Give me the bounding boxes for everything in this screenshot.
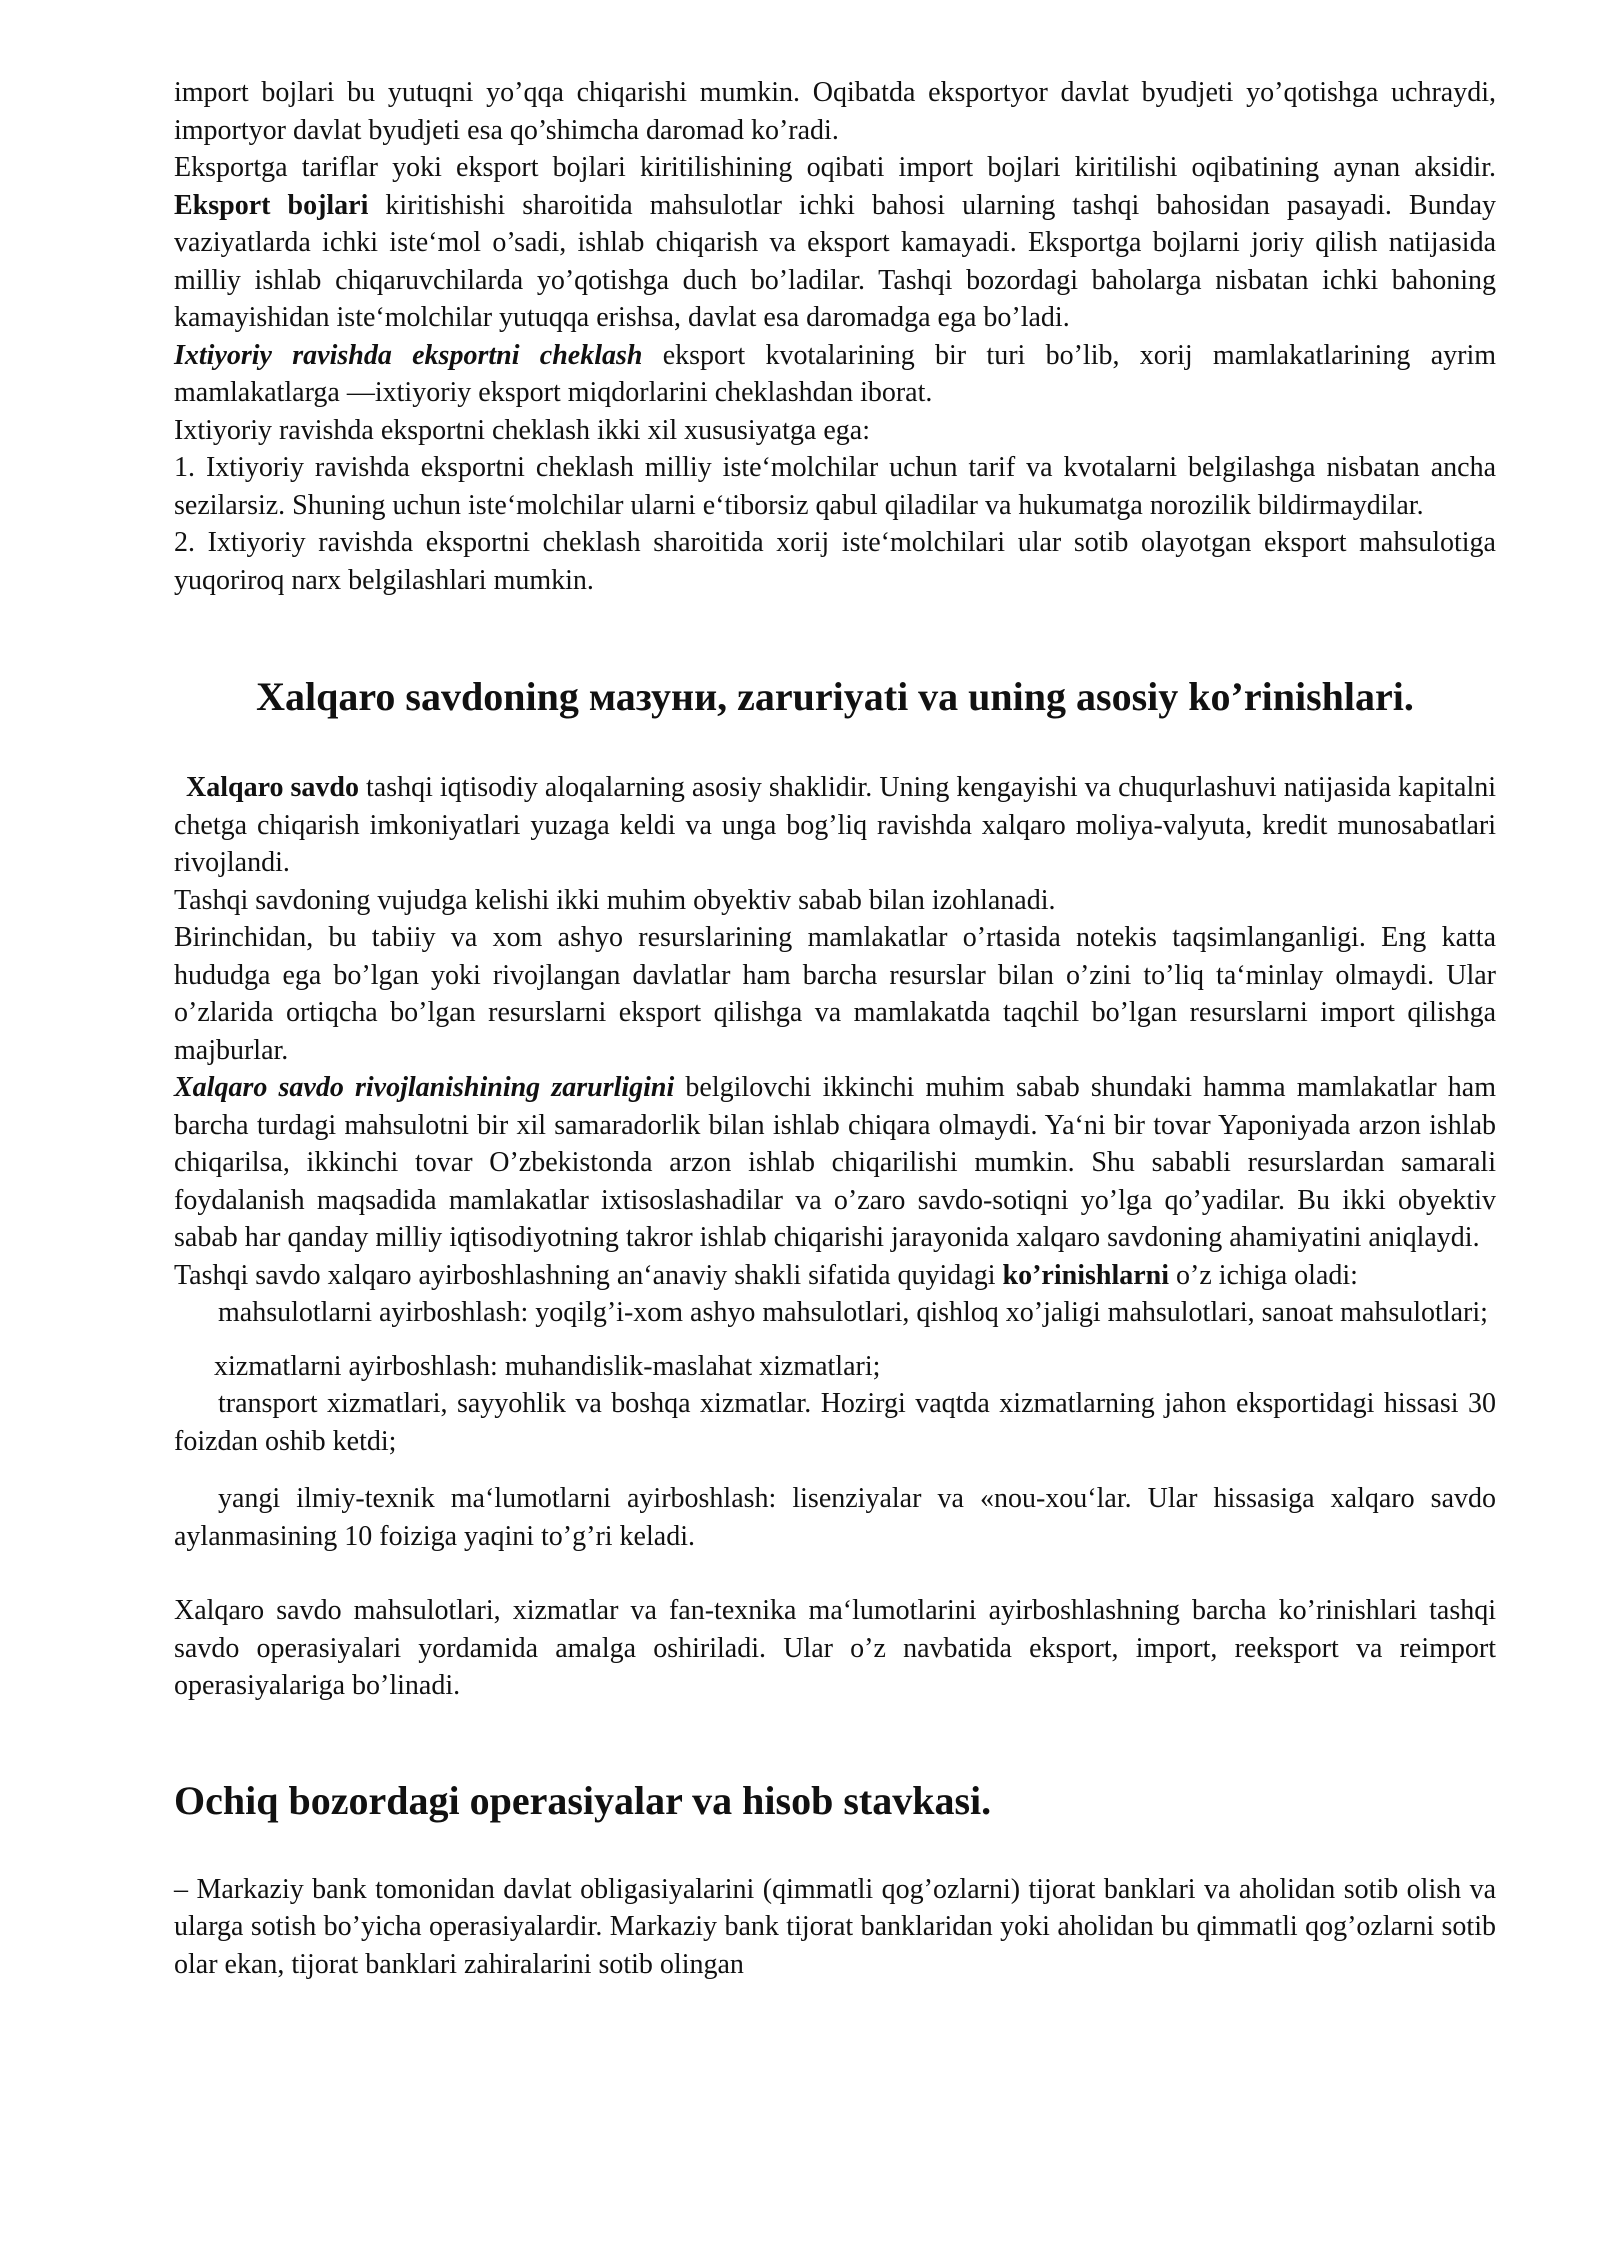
spacer [174,599,1496,671]
text-run: Tashqi savdo xalqaro ayirboshlashning an‘anaviy shakli sifatida quyidagi [174,1259,1003,1291]
term-forms: ko’rinishlarni [1002,1259,1169,1291]
paragraph-voluntary-export-restraint [174,337,1496,412]
text-run: belgilovchi ikkinchi muhim sabab shundaki hamma mamlakatlar ham barcha turdagi mahsulotni bir xil samaradorlik bilan ishlab chiqara olmaydi. Ya‘ni bir tovar Yaponiyada arzon ishlab chiqarilsa, ikkinchi tovar O’zbekistonda arzon ishlab chiqarilishi mumkin. Shu sababli resurslardan samarali foydalanish maqsadida mamlakatlar ixtisoslashadilar va o’zaro savdo-sotiqni yo’lga qo’yadilar. Bu ikki obyektiv sabab har qanday milliy iqtisodiyotning takror ishlab chiqarishi jarayonida xalqaro savdoning ahamiyatini aniqlaydi. [174,1072,1497,1253]
term-export-duties: Eksport bojlari [174,189,369,221]
text-run: eksport kvotalarining bir turi bo’lib, xorij mamlakatlarining ayrim mamlakatlarga —ixtiyoriy eksport miqdorlarini cheklashdan iborat. [174,339,1497,408]
spacer [174,1332,1496,1348]
paragraph-second-reason [174,1069,1496,1257]
paragraph-feature-1: 1. Ixtiyoriy ravishda eksportni cheklash milliy iste‘molchilar uchun tarif va kvotalarni belgilashga nisbatan ancha sezilarsiz. Shuning uchun iste‘molchilar ularni e‘tiborsiz qabul qiladilar va hukumatga norozilik bildirmaydilar. [174,452,1496,521]
term-trade-necessity: Xalqaro savdo rivojlanishining zarurligini [174,1072,675,1103]
spacer [174,723,1496,769]
paragraph-feature-2: 2. Ixtiyoriy ravishda eksportni cheklash sharoitida xorij iste‘molchilari ular sotib olayotgan eksport mahsulotiga yuqoriroq narx belgilashlari mumkin. [174,527,1496,596]
term-international-trade: Xalqaro savdo [186,772,359,803]
paragraph-first-reason: Birinchidan, bu tabiiy va xom ashyo resurslarining mamlakatlar o’rtasida notekis taqsimlanganligi. Eng katta hududga ega bo’lgan yoki rivojlangan davlatlar ham barcha resurslar bilan o’zini to’liq ta‘minlay olmaydi. Ular o’zlarida ortiqcha bo’lgan resurslarni eksport qilishga va mamlakatda taqchil bo’lgan resurslarni import qilishga majburlar. [174,922,1496,1066]
paragraph-two-features: Ixtiyoriy ravishda eksportni cheklash ikki xil xususiyatga ega: [174,414,870,446]
spacer [174,1827,1496,1871]
list-item-goods-exchange: mahsulotlarni ayirboshlash: yoqilg’i-xom ashyo mahsulotlari, qishloq xo’jaligi mahsulotlari, sanoat mahsulotlari; [218,1297,1488,1328]
spacer [174,1460,1496,1480]
paragraph-two-reasons: Tashqi savdoning vujudga kelishi ikki muhim obyektiv sabab bilan izohlanadi. [174,884,1056,916]
text-run: tashqi iqtisodiy aloqalarning asosiy shaklidir. Uning kengayishi va chuqurlashuvi natijasida kapitalni chetga chiqarish imkoniyatlari yuzaga keldi va unga bog’liq ravishda xalqaro moliya-valyuta, kredit munosabatlari rivojlandi. [174,772,1496,878]
paragraph-import-duties: import bojlari bu yutuqni yo’qqa chiqarishi mumkin. Oqibatda eksportyor davlat byudjeti yo’qotishga uchraydi, importyor davlat byudjeti esa qo’shimcha daromad ko’radi. [174,77,1496,146]
section-heading-open-market: Ochiq bozordagi operasiyalar va hisob stavkasi. [174,1777,992,1823]
paragraph-export-tariffs [174,149,1496,337]
document-page [174,74,1496,1983]
paragraph-trade-forms [174,1257,1496,1295]
term-voluntary-export-restraint: Ixtiyoriy ravishda eksportni cheklash [174,339,643,371]
text-run: Eksportga tariflar yoki eksport bojlari kiritilishining oqibati import bojlari kiritilishi oqibatining aynan aksidir. [174,152,1496,183]
list-item-services-exchange: xizmatlarni ayirboshlash: muhandislik-maslahat xizmatlari; [214,1350,881,1382]
list-item-transport-services: transport xizmatlari, sayyohlik va boshqa xizmatlar. Hozirgi vaqtda xizmatlarning jahon eksportidagi hissasi 30 foizdan oshib ketdi; [174,1388,1496,1457]
paragraph-trade-operations: Xalqaro savdo mahsulotlari, xizmatlar va fan-texnika ma‘lumotlarini ayirboshlashning barcha ko’rinishlari tashqi savdo operasiyalari yordamida amalga oshiriladi. Ular o’z navbatida eksport, import, reeksport va reimport operasiyalariga bo’linadi. [174,1595,1496,1701]
section-heading-international-trade: Xalqaro savdoning мазуни, zaruriyati va uning asosiy ko’rinishlari. [256,674,1414,719]
text-run: o’z ichiga oladi: [1169,1259,1358,1291]
list-item-scientific-info: yangi ilmiy-texnik ma‘lumotlarni ayirboshlash: lisenziyalar va «nou-xou‘lar. Ular hissasiga xalqaro savdo aylanmasining 10 foiziga yaqini to’g’ri keladi. [174,1483,1496,1552]
paragraph-open-market-operations: – Markaziy bank tomonidan davlat obligasiyalarini (qimmatli qog’ozlarni) tijorat banklari va aholidan sotib olish va ularga sotish bo’yicha operasiyalardir. Markaziy bank tijorat banklaridan yoki aholidan bu qimmatli qog’ozlarni sotib olar ekan, tijorat banklari zahiralarini sotib olingan [174,1873,1496,1980]
spacer [174,1555,1496,1592]
text-run: kiritishishi sharoitida mahsulotlar ichki bahosi ularning tashqi bahosidan pasayadi. Bunday vaziyatlarda ichki iste‘mol o’sadi, ishlab chiqarish va eksport kamayadi. Eksportga bojlarni joriy qilish natijasida milliy ishlab chiqaruvchilarda yo’qotishga duch bo’ladilar. Tashqi bozordagi baholarga nisbatan ichki bahoning kamayishidan iste‘molchilar yutuqqa erishsa, davlat esa daromadga ega bo’ladi. [174,189,1496,333]
paragraph-international-trade [174,769,1496,882]
spacer [174,1705,1496,1775]
